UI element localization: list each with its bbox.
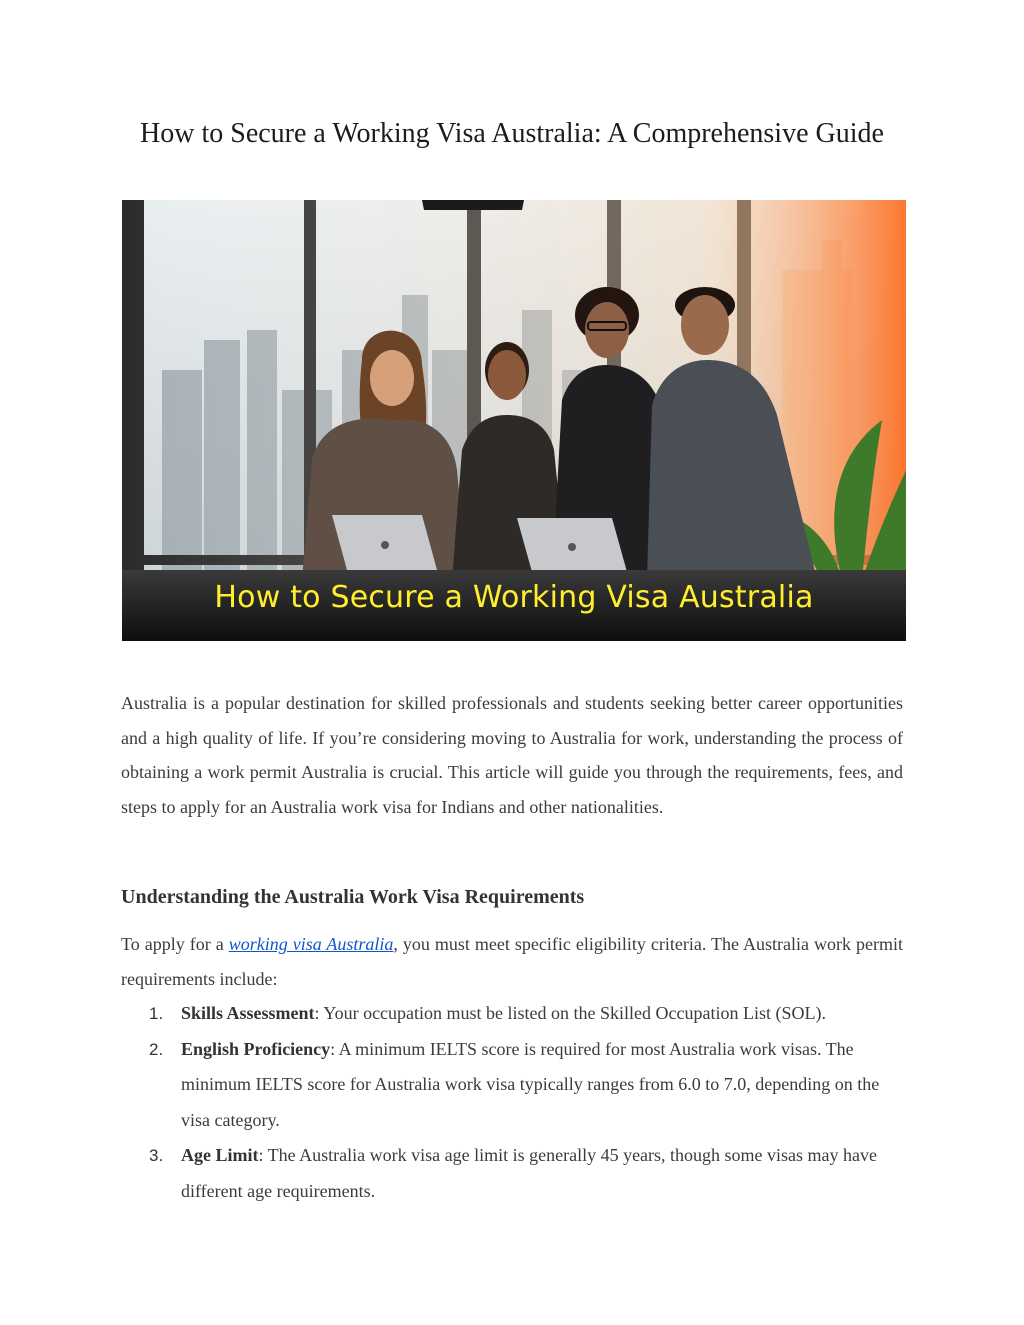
requirements-intro: [121, 927, 903, 996]
intro-paragraph: Australia is a popular destination for skilled professionals and students seeking better career opportunities and a high quality of life. If you’re considering moving to Australia for work, understanding the process of obtaining a work permit Australia is crucial. This article will guide you through the requirements, fees, and steps to apply for an Australia work visa for Indians and other nationalities.: [121, 693, 903, 817]
list-number: 2.: [149, 1039, 164, 1059]
image-caption: How to Secure a Working Visa Australia: [214, 580, 814, 615]
page-title: How to Secure a Working Visa Australia: A Comprehensive Guide: [140, 118, 884, 149]
requirements-list: [121, 996, 903, 1209]
section-heading: Understanding the Australia Work Visa Requirements: [121, 886, 585, 908]
working-visa-australia-link[interactable]: working visa Australia: [228, 934, 394, 954]
list-item: [121, 996, 903, 1032]
list-item: [121, 1032, 903, 1139]
requirement-text: : Your occupation must be listed on the Skilled Occupation List (SOL).: [314, 1003, 826, 1023]
list-number: 1.: [149, 1004, 164, 1023]
requirements-intro-end: , you must meet specific eligibility criteria. The Australia work permit requirements include:: [121, 934, 903, 989]
office-team-photo: [122, 200, 906, 641]
requirement-text: : A minimum IELTS score is required for most Australia work visas. The minimum IELTS score for Australia work visa typically ranges from 6.0 to 7.0, depending on the visa category.: [181, 1038, 880, 1130]
hero-image: [122, 200, 906, 641]
requirements-intro-start: To apply for a: [121, 934, 229, 954]
list-number: 3.: [149, 1146, 164, 1165]
requirement-text: : The Australia work visa age limit is generally 45 years, though some visas may have different age requirements.: [181, 1145, 878, 1201]
list-item: [121, 1138, 903, 1209]
requirement-term: English Proficiency: [181, 1038, 331, 1059]
requirement-term: Skills Assessment: [181, 1003, 315, 1023]
requirement-term: Age Limit: [181, 1145, 259, 1165]
